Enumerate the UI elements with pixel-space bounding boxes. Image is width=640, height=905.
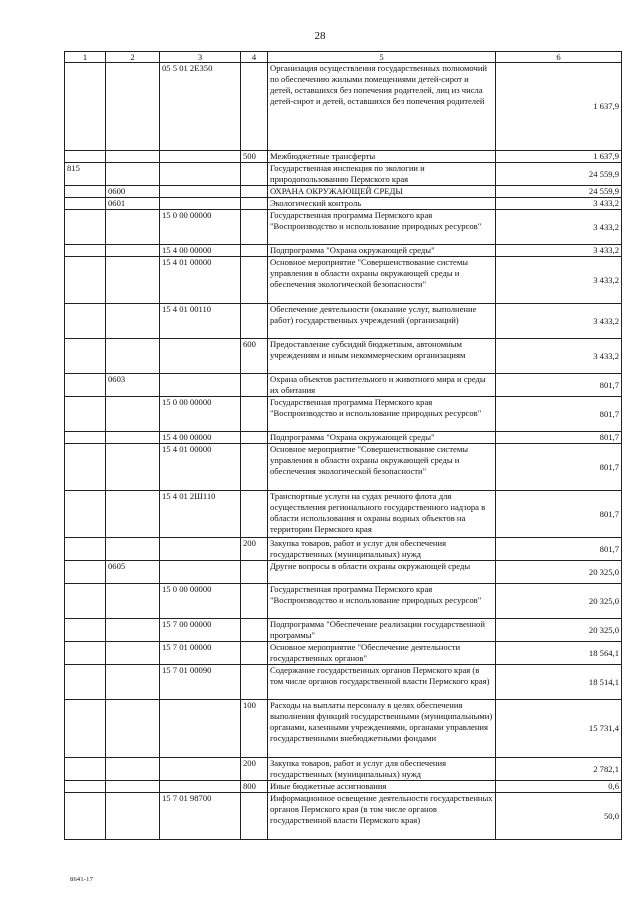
item-name-cell: Государственная программа Пермского края "Воспроизводство и использование природных ресурсов": [268, 397, 496, 432]
section-code-cell: [106, 163, 160, 186]
expense-type-cell: [241, 444, 268, 491]
item-name-cell: Закупка товаров, работ и услуг для обеспечения государственных (муниципальных) нужд: [268, 538, 496, 561]
section-code-cell: [106, 245, 160, 257]
section-code-cell: [106, 758, 160, 781]
expense-type-cell: [241, 63, 268, 151]
admin-code-cell: [65, 374, 106, 397]
expense-type-cell: [241, 561, 268, 584]
table-body: [65, 63, 622, 840]
target-code-cell: 15 7 01 00000: [160, 642, 241, 665]
amount-cell: 801,7: [496, 397, 622, 432]
item-name-cell: Закупка товаров, работ и услуг для обеспечения государственных (муниципальных) нужд: [268, 758, 496, 781]
table-row: [65, 491, 622, 538]
section-code-cell: 0603: [106, 374, 160, 397]
expense-type-cell: [241, 665, 268, 700]
table-row: [65, 619, 622, 642]
admin-code-cell: [65, 642, 106, 665]
document-stamp: 8641-17: [70, 876, 94, 883]
item-name-cell: Охрана объектов растительного и животного мира и среды их обитания: [268, 374, 496, 397]
admin-code-cell: [65, 432, 106, 444]
target-code-cell: [160, 561, 241, 584]
table-row: [65, 561, 622, 584]
table-row: [65, 700, 622, 758]
admin-code-cell: [65, 245, 106, 257]
admin-code-cell: [65, 758, 106, 781]
admin-code-cell: [65, 397, 106, 432]
col-header: 3: [160, 52, 241, 63]
col-header: 5: [268, 52, 496, 63]
table-row: [65, 339, 622, 374]
admin-code-cell: [65, 198, 106, 210]
table-row: [65, 758, 622, 781]
admin-code-cell: [65, 304, 106, 339]
section-code-cell: [106, 432, 160, 444]
section-code-cell: [106, 781, 160, 793]
amount-cell: 3 433,2: [496, 245, 622, 257]
section-code-cell: 0605: [106, 561, 160, 584]
target-code-cell: 15 4 00 00000: [160, 245, 241, 257]
expense-type-cell: 600: [241, 339, 268, 374]
item-name-cell: Обеспечение деятельности (оказание услуг, выполнение работ) государственных учреждений (организаций): [268, 304, 496, 339]
item-name-cell: Основное мероприятие "Обеспечение деятельности государственных органов": [268, 642, 496, 665]
item-name-cell: Информационное освещение деятельности государственных органов Пермского края (в том числе органов государственной власти Пермского края): [268, 793, 496, 840]
target-code-cell: 05 5 01 2Е350: [160, 63, 241, 151]
section-code-cell: [106, 63, 160, 151]
table-row: [65, 257, 622, 304]
table-row: [65, 397, 622, 432]
section-code-cell: [106, 665, 160, 700]
admin-code-cell: [65, 561, 106, 584]
target-code-cell: 15 7 01 98700: [160, 793, 241, 840]
item-name-cell: Содержание государственных органов Пермского края (в том числе органов государственной власти Пермского края): [268, 665, 496, 700]
item-name-cell: ОХРАНА ОКРУЖАЮЩЕЙ СРЕДЫ: [268, 186, 496, 198]
amount-cell: 3 433,2: [496, 210, 622, 245]
item-name-cell: Подпрограмма "Обеспечение реализации государственной программы": [268, 619, 496, 642]
section-code-cell: [106, 491, 160, 538]
amount-cell: 15 731,4: [496, 700, 622, 758]
amount-cell: 3 433,2: [496, 257, 622, 304]
target-code-cell: [160, 339, 241, 374]
expense-type-cell: [241, 186, 268, 198]
expense-type-cell: [241, 245, 268, 257]
amount-cell: 801,7: [496, 432, 622, 444]
admin-code-cell: [65, 444, 106, 491]
section-code-cell: [106, 700, 160, 758]
item-name-cell: Государственная инспекция по экологии и природопользованию Пермского края: [268, 163, 496, 186]
item-name-cell: Транспортные услуги на судах речного флота для осуществления регионального государственного надзора в области использования и охраны водных объектов на территории Пермского края: [268, 491, 496, 538]
item-name-cell: Межбюджетные трансферты: [268, 151, 496, 163]
target-code-cell: [160, 198, 241, 210]
item-name-cell: Подпрограмма "Охрана окружающей среды": [268, 432, 496, 444]
target-code-cell: 15 4 01 2Ш110: [160, 491, 241, 538]
admin-code-cell: [65, 584, 106, 619]
admin-code-cell: [65, 186, 106, 198]
amount-cell: 3 433,2: [496, 304, 622, 339]
target-code-cell: 15 7 00 00000: [160, 619, 241, 642]
page-number: 28: [314, 30, 326, 42]
expense-type-cell: [241, 163, 268, 186]
item-name-cell: Основное мероприятие "Совершенствование системы управления в области охраны окружающей среды и обеспечения экологической безопасности": [268, 257, 496, 304]
section-code-cell: [106, 304, 160, 339]
item-name-cell: Экологический контроль: [268, 198, 496, 210]
target-code-cell: 15 4 00 00000: [160, 432, 241, 444]
table-row: [65, 444, 622, 491]
section-code-cell: [106, 397, 160, 432]
admin-code-cell: 815: [65, 163, 106, 186]
item-name-cell: Другие вопросы в области охраны окружающей среды: [268, 561, 496, 584]
expense-type-cell: [241, 257, 268, 304]
item-name-cell: Организация осуществления государственных полномочий по обеспечению жилыми помещениями детей-сирот и детей, оставшихся без попечения родителей, лиц из числа детей-сирот и детей, оставшихся без попечения родителей: [268, 63, 496, 151]
expense-type-cell: [241, 584, 268, 619]
budget-table: [64, 51, 622, 840]
admin-code-cell: [65, 491, 106, 538]
table-row: [65, 304, 622, 339]
amount-cell: 50,0: [496, 793, 622, 840]
target-code-cell: 15 0 00 00000: [160, 210, 241, 245]
header-row: [65, 52, 622, 63]
target-code-cell: 15 0 00 00000: [160, 584, 241, 619]
item-name-cell: Предоставление субсидий бюджетным, автономным учреждениям и иным некоммерческим организациям: [268, 339, 496, 374]
amount-cell: 0,6: [496, 781, 622, 793]
expense-type-cell: 800: [241, 781, 268, 793]
item-name-cell: Основное мероприятие "Совершенствование системы управления в области охраны окружающей среды и обеспечения экологической безопасности": [268, 444, 496, 491]
table-row: [65, 151, 622, 163]
admin-code-cell: [65, 781, 106, 793]
admin-code-cell: [65, 665, 106, 700]
amount-cell: 20 325,0: [496, 561, 622, 584]
expense-type-cell: [241, 304, 268, 339]
amount-cell: 24 559,9: [496, 186, 622, 198]
admin-code-cell: [65, 210, 106, 245]
section-code-cell: [106, 151, 160, 163]
section-code-cell: [106, 584, 160, 619]
section-code-cell: [106, 538, 160, 561]
section-code-cell: [106, 642, 160, 665]
admin-code-cell: [65, 793, 106, 840]
item-name-cell: Государственная программа Пермского края "Воспроизводство и использование природных ресурсов": [268, 584, 496, 619]
target-code-cell: [160, 781, 241, 793]
section-code-cell: [106, 210, 160, 245]
section-code-cell: [106, 793, 160, 840]
target-code-cell: [160, 151, 241, 163]
col-header: 2: [106, 52, 160, 63]
admin-code-cell: [65, 538, 106, 561]
target-code-cell: 15 4 01 00000: [160, 257, 241, 304]
section-code-cell: [106, 257, 160, 304]
expense-type-cell: [241, 210, 268, 245]
amount-cell: 1 637,9: [496, 63, 622, 151]
item-name-cell: Расходы на выплаты персоналу в целях обеспечения выполнения функций государственными (муниципальными) органами, казенными учреждениями, органами управления государственными внебюджетными фондами: [268, 700, 496, 758]
amount-cell: 801,7: [496, 374, 622, 397]
table-row: [65, 432, 622, 444]
table-row: [65, 642, 622, 665]
amount-cell: 1 637,9: [496, 151, 622, 163]
table-row: [65, 163, 622, 186]
item-name-cell: Иные бюджетные ассигнования: [268, 781, 496, 793]
expense-type-cell: [241, 793, 268, 840]
target-code-cell: [160, 758, 241, 781]
expense-type-cell: [241, 397, 268, 432]
expense-type-cell: 500: [241, 151, 268, 163]
table-row: [65, 210, 622, 245]
target-code-cell: [160, 163, 241, 186]
target-code-cell: 15 4 01 00000: [160, 444, 241, 491]
amount-cell: 20 325,0: [496, 584, 622, 619]
section-code-cell: [106, 619, 160, 642]
amount-cell: 18 564,1: [496, 642, 622, 665]
col-header: 1: [65, 52, 106, 63]
expense-type-cell: [241, 642, 268, 665]
amount-cell: 801,7: [496, 444, 622, 491]
section-code-cell: 0601: [106, 198, 160, 210]
amount-cell: 18 514,1: [496, 665, 622, 700]
target-code-cell: 15 4 01 00110: [160, 304, 241, 339]
expense-type-cell: 200: [241, 758, 268, 781]
item-name-cell: Подпрограмма "Охрана окружающей среды": [268, 245, 496, 257]
item-name-cell: Государственная программа Пермского края "Воспроизводство и использование природных ресурсов": [268, 210, 496, 245]
expense-type-cell: [241, 432, 268, 444]
table-row: [65, 186, 622, 198]
amount-cell: 3 433,2: [496, 339, 622, 374]
table-row: [65, 198, 622, 210]
section-code-cell: [106, 339, 160, 374]
amount-cell: 801,7: [496, 538, 622, 561]
col-header: 6: [496, 52, 622, 63]
admin-code-cell: [65, 257, 106, 304]
expense-type-cell: [241, 619, 268, 642]
expense-type-cell: 200: [241, 538, 268, 561]
admin-code-cell: [65, 339, 106, 374]
admin-code-cell: [65, 151, 106, 163]
table-row: [65, 793, 622, 840]
target-code-cell: 15 7 01 00090: [160, 665, 241, 700]
table-row: [65, 538, 622, 561]
col-header: 4: [241, 52, 268, 63]
target-code-cell: [160, 538, 241, 561]
expense-type-cell: [241, 198, 268, 210]
admin-code-cell: [65, 63, 106, 151]
table-row: [65, 665, 622, 700]
amount-cell: 24 559,9: [496, 163, 622, 186]
section-code-cell: 0600: [106, 186, 160, 198]
expense-type-cell: 100: [241, 700, 268, 758]
target-code-cell: [160, 700, 241, 758]
table-row: [65, 781, 622, 793]
table-row: [65, 245, 622, 257]
amount-cell: 2 782,1: [496, 758, 622, 781]
expense-type-cell: [241, 491, 268, 538]
target-code-cell: [160, 374, 241, 397]
table-row: [65, 584, 622, 619]
admin-code-cell: [65, 700, 106, 758]
admin-code-cell: [65, 619, 106, 642]
section-code-cell: [106, 444, 160, 491]
table-row: [65, 374, 622, 397]
target-code-cell: [160, 186, 241, 198]
expense-type-cell: [241, 374, 268, 397]
target-code-cell: 15 0 00 00000: [160, 397, 241, 432]
table-row: [65, 63, 622, 151]
amount-cell: 3 433,2: [496, 198, 622, 210]
amount-cell: 801,7: [496, 491, 622, 538]
amount-cell: 20 325,0: [496, 619, 622, 642]
